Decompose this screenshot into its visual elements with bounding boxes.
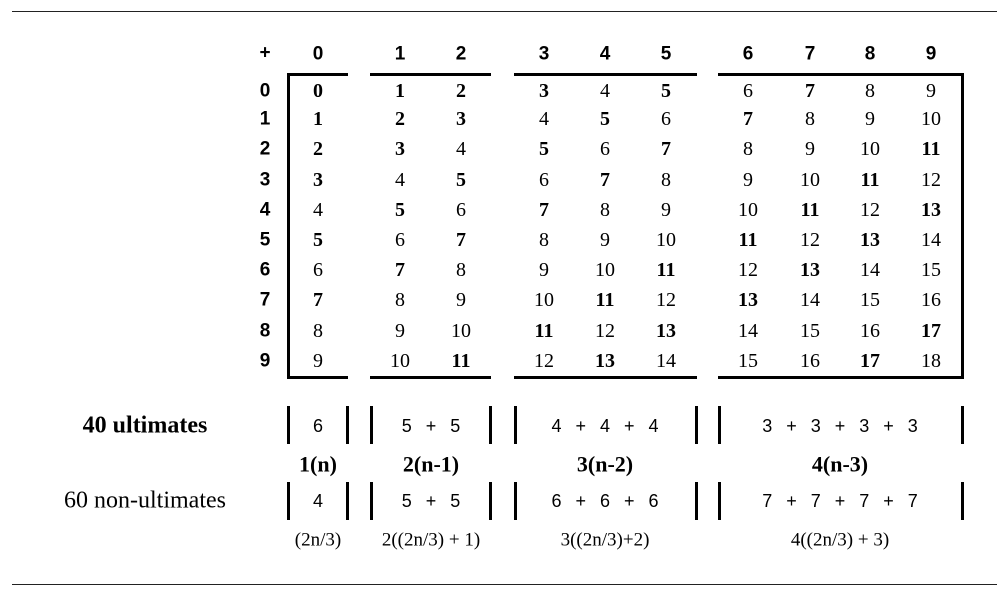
ultimate-cell: 1	[395, 79, 405, 102]
non-ultimate-cell: 8	[865, 79, 875, 102]
non-ultimate-cell: 4	[313, 198, 323, 221]
non-ultimate-cell: 6	[539, 168, 549, 191]
column-header-0: 0	[312, 43, 324, 65]
ultimate-cell: 11	[738, 228, 758, 251]
operator-plus: +	[259, 42, 271, 64]
non-ultimate-cell: 8	[313, 319, 323, 342]
table-right-border	[961, 73, 964, 379]
non-ultimate-cell: 10	[921, 107, 941, 130]
non-ultimate-cell: 9	[600, 228, 610, 251]
ultimate-cell: 7	[395, 258, 405, 281]
non-ultimate-cell: 6	[743, 79, 753, 102]
non-ultimate-cell: 14	[921, 228, 941, 251]
non-ultimates-group-2-count: 5 + 5	[401, 490, 461, 511]
group-1-top-border	[287, 73, 348, 76]
group-divider	[287, 406, 290, 444]
non-ultimate-cell: 14	[738, 319, 758, 342]
row-header-9: 9	[259, 350, 271, 372]
non-ultimate-cell: 10	[800, 168, 820, 191]
column-header-7: 7	[804, 43, 816, 65]
group-divider	[514, 406, 517, 444]
non-ultimate-cell: 9	[456, 288, 466, 311]
non-ultimate-cell: 10	[656, 228, 676, 251]
non-ultimate-cell: 10	[390, 349, 410, 372]
ultimates-group-4-count: 3 + 3 + 3 + 3	[762, 415, 918, 436]
row-header-7: 7	[259, 289, 271, 311]
non-ultimates-group-1-count: 4	[312, 490, 324, 511]
group-2-bottom-border	[370, 376, 491, 379]
non-ultimate-cell: 6	[395, 228, 405, 251]
ultimate-cell: 17	[860, 349, 880, 372]
ultimate-cell: 3	[395, 137, 405, 160]
non-ultimate-cell: 15	[738, 349, 758, 372]
ultimate-cell: 7	[600, 168, 610, 191]
ultimate-cell: 5	[313, 228, 323, 251]
group-3-top-border	[514, 73, 697, 76]
group-divider	[718, 406, 721, 444]
non-ultimate-cell: 9	[865, 107, 875, 130]
ultimate-cell: 3	[313, 168, 323, 191]
non-ultimate-cell: 16	[860, 319, 880, 342]
column-header-6: 6	[742, 43, 754, 65]
ultimate-cell: 11	[921, 137, 941, 160]
ultimate-cell: 7	[313, 288, 323, 311]
non-ultimate-cell: 12	[656, 288, 676, 311]
group-divider	[346, 482, 349, 520]
column-header-3: 3	[538, 43, 550, 65]
non-ultimate-cell: 10	[738, 198, 758, 221]
group-divider	[489, 406, 492, 444]
ultimate-cell: 5	[600, 107, 610, 130]
ultimate-cell: 11	[656, 258, 676, 281]
group-divider	[287, 482, 290, 520]
non-ultimate-cell: 9	[743, 168, 753, 191]
non-ultimate-cell: 18	[921, 349, 941, 372]
row-header-3: 3	[259, 169, 271, 191]
non-ultimate-cell: 9	[539, 258, 549, 281]
row-header-4: 4	[259, 199, 271, 221]
ultimate-cell: 13	[738, 288, 758, 311]
non-ultimate-cell: 9	[313, 349, 323, 372]
ultimate-cell: 13	[656, 319, 676, 342]
ultimate-cell: 11	[451, 349, 471, 372]
non-ultimate-cell: 12	[800, 228, 820, 251]
ultimate-cell: 7	[661, 137, 671, 160]
non-ultimate-cell: 9	[395, 319, 405, 342]
ultimates-group-2-formula: 2(n-1)	[402, 451, 460, 477]
non-ultimate-cell: 8	[456, 258, 466, 281]
group-2-top-border	[370, 73, 491, 76]
group-divider	[489, 482, 492, 520]
group-4-bottom-border	[718, 376, 964, 379]
ultimates-group-3-count: 4 + 4 + 4	[551, 415, 659, 436]
ultimate-cell: 17	[921, 319, 941, 342]
top-rule	[12, 11, 997, 12]
non-ultimate-cell: 9	[926, 79, 936, 102]
ultimate-cell: 1	[313, 107, 323, 130]
non-ultimates-count-label: 60 non-ultimates	[64, 487, 226, 514]
column-header-9: 9	[925, 43, 937, 65]
non-ultimate-cell: 9	[661, 198, 671, 221]
ultimates-group-2-count: 5 + 5	[401, 415, 461, 436]
non-ultimate-cell: 4	[600, 79, 610, 102]
ultimate-cell: 13	[595, 349, 615, 372]
bottom-rule	[12, 584, 997, 585]
non-ultimate-cell: 4	[539, 107, 549, 130]
non-ultimates-group-3-formula: 3((2n/3)+2)	[560, 529, 650, 551]
non-ultimate-cell: 12	[860, 198, 880, 221]
ultimate-cell: 11	[800, 198, 820, 221]
ultimate-cell: 11	[595, 288, 615, 311]
non-ultimates-group-4-formula: 4((2n/3) + 3)	[790, 529, 890, 551]
row-header-6: 6	[259, 259, 271, 281]
non-ultimate-cell: 16	[800, 349, 820, 372]
ultimates-group-1-count: 6	[312, 415, 324, 436]
group-divider	[695, 406, 698, 444]
group-4-top-border	[718, 73, 964, 76]
ultimate-cell: 3	[539, 79, 549, 102]
non-ultimate-cell: 14	[860, 258, 880, 281]
ultimate-cell: 7	[743, 107, 753, 130]
non-ultimates-group-4-count: 7 + 7 + 7 + 7	[762, 490, 918, 511]
non-ultimate-cell: 15	[860, 288, 880, 311]
non-ultimates-group-1-formula: (2n/3)	[294, 529, 342, 551]
ultimate-cell: 5	[456, 168, 466, 191]
row-header-5: 5	[259, 229, 271, 251]
group-divider	[961, 406, 964, 444]
non-ultimate-cell: 8	[805, 107, 815, 130]
non-ultimate-cell: 6	[600, 137, 610, 160]
non-ultimate-cell: 6	[313, 258, 323, 281]
ultimate-cell: 13	[921, 198, 941, 221]
column-header-5: 5	[660, 43, 672, 65]
group-divider	[370, 482, 373, 520]
non-ultimate-cell: 12	[595, 319, 615, 342]
non-ultimate-cell: 6	[456, 198, 466, 221]
group-divider	[961, 482, 964, 520]
column-header-2: 2	[455, 43, 467, 65]
non-ultimate-cell: 8	[539, 228, 549, 251]
ultimate-cell: 5	[539, 137, 549, 160]
non-ultimate-cell: 14	[656, 349, 676, 372]
ultimates-group-3-formula: 3(n-2)	[576, 451, 634, 477]
ultimate-cell: 7	[539, 198, 549, 221]
table-left-border	[287, 73, 290, 379]
group-divider	[370, 406, 373, 444]
non-ultimate-cell: 4	[456, 137, 466, 160]
ultimates-group-4-formula: 4(n-3)	[811, 451, 869, 477]
ultimate-cell: 13	[800, 258, 820, 281]
ultimate-cell: 0	[313, 79, 323, 102]
non-ultimate-cell: 10	[860, 137, 880, 160]
non-ultimate-cell: 10	[534, 288, 554, 311]
non-ultimate-cell: 10	[451, 319, 471, 342]
ultimate-cell: 7	[456, 228, 466, 251]
group-divider	[695, 482, 698, 520]
non-ultimate-cell: 15	[800, 319, 820, 342]
column-header-1: 1	[394, 43, 406, 65]
column-header-8: 8	[864, 43, 876, 65]
row-header-2: 2	[259, 138, 271, 160]
group-divider	[718, 482, 721, 520]
row-header-0: 0	[259, 80, 271, 102]
non-ultimate-cell: 6	[661, 107, 671, 130]
non-ultimate-cell: 12	[534, 349, 554, 372]
ultimate-cell: 3	[456, 107, 466, 130]
non-ultimates-group-2-formula: 2((2n/3) + 1)	[381, 529, 481, 551]
non-ultimate-cell: 8	[600, 198, 610, 221]
non-ultimate-cell: 15	[921, 258, 941, 281]
ultimate-cell: 5	[395, 198, 405, 221]
ultimate-cell: 5	[661, 79, 671, 102]
non-ultimate-cell: 16	[921, 288, 941, 311]
ultimate-cell: 7	[805, 79, 815, 102]
non-ultimate-cell: 12	[921, 168, 941, 191]
row-header-1: 1	[259, 108, 271, 130]
non-ultimate-cell: 12	[738, 258, 758, 281]
non-ultimate-cell: 9	[805, 137, 815, 160]
non-ultimate-cell: 10	[595, 258, 615, 281]
ultimate-cell: 11	[534, 319, 554, 342]
non-ultimate-cell: 8	[395, 288, 405, 311]
non-ultimates-group-3-count: 6 + 6 + 6	[551, 490, 659, 511]
group-divider	[346, 406, 349, 444]
ultimate-cell: 2	[313, 137, 323, 160]
row-header-8: 8	[259, 320, 271, 342]
non-ultimate-cell: 14	[800, 288, 820, 311]
non-ultimate-cell: 8	[743, 137, 753, 160]
ultimate-cell: 2	[456, 79, 466, 102]
column-header-4: 4	[599, 43, 611, 65]
ultimates-count-label: 40 ultimates	[82, 412, 208, 439]
group-3-bottom-border	[514, 376, 697, 379]
non-ultimate-cell: 8	[661, 168, 671, 191]
group-1-bottom-border	[287, 376, 348, 379]
ultimate-cell: 11	[860, 168, 880, 191]
ultimate-cell: 2	[395, 107, 405, 130]
ultimate-cell: 13	[860, 228, 880, 251]
ultimates-group-1-formula: 1(n)	[299, 451, 337, 477]
non-ultimate-cell: 4	[395, 168, 405, 191]
group-divider	[514, 482, 517, 520]
